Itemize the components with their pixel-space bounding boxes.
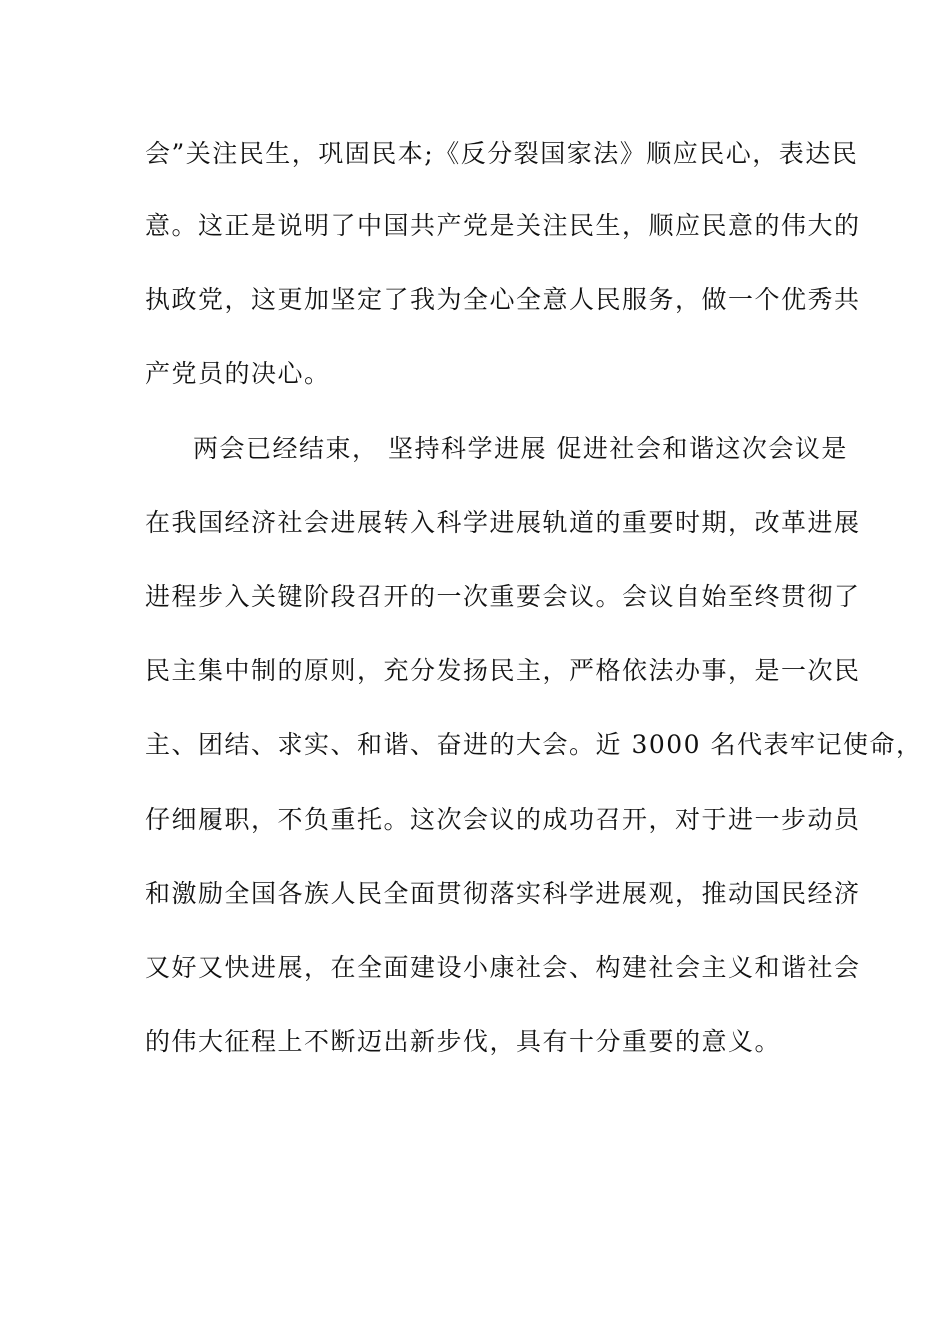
text-line: 和激励全国各族人民全面贯彻落实科学进展观，推动国民经济	[145, 879, 861, 908]
text-line: 在我国经济社会进展转入科学进展轨道的重要时期，改革进展	[145, 508, 861, 537]
text-line: 进程步入关键阶段召开的一次重要会议。会议自始至终贯彻了	[145, 582, 861, 611]
text-line: 民主集中制的原则，充分发扬民主，严格依法办事，是一次民	[145, 656, 861, 685]
paragraph-first-line: 两会已经结束， 坚持科学进展 促进社会和谐这次会议是	[193, 434, 848, 463]
text-line: 的伟大征程上不断迈出新步伐，具有十分重要的意义。	[145, 1027, 782, 1056]
text-line: 主、团结、求实、和谐、奋进的大会。近 3000 名代表牢记使命，	[145, 730, 923, 759]
text-line: 产党员的决心。	[145, 359, 331, 388]
text-line: 又好又快进展，在全面建设小康社会、构建社会主义和谐社会	[145, 953, 861, 982]
text-line: 会”关注民生，巩固民本;《反分裂国家法》顺应民心，表达民	[145, 139, 859, 168]
text-line: 执政党，这更加坚定了我为全心全意人民服务，做一个优秀共	[145, 285, 861, 314]
text-line: 仔细履职，不负重托。这次会议的成功召开，对于进一步动员	[145, 805, 861, 834]
text-line: 意。这正是说明了中国共产党是关注民生，顺应民意的伟大的	[145, 211, 861, 240]
